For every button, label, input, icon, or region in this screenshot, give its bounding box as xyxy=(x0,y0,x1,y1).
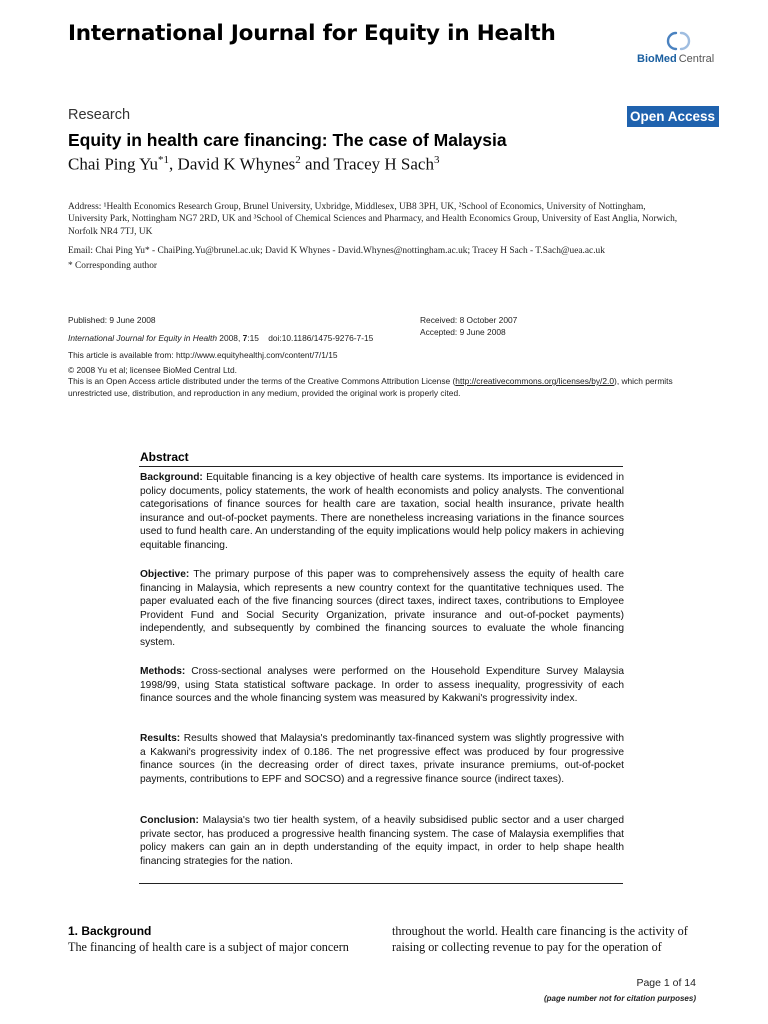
abstract-results: Results: Results showed that Malaysia's predominantly tax-financed system was slightly progressive with a Kakwani's progressivity index of 0.186. The net progressive effect was produced by four progressive finance sources (in the decreasing order of direct taxes, private insurance premiums, out-of-pocket payments, contributions to EPF and SOCSO) and a regressive finance source (indirect taxes). xyxy=(140,733,624,785)
author-emails[interactable]: Email: Chai Ping Yu* - ChaiPing.Yu@brunel.ac.uk; David K Whynes - David.Whynes@nottingham.ac.uk; Tracey H Sach - T.Sach@uea.ac.uk xyxy=(68,246,605,256)
open-access-badge: Open Access xyxy=(627,106,719,127)
page-number: Page 1 of 14 xyxy=(636,977,696,989)
abstract-top-rule xyxy=(139,466,623,467)
abstract-label: Conclusion: xyxy=(140,815,199,826)
abstract-objective: Objective: The primary purpose of this paper was to comprehensively assess the equity of health care financing in Malaysia, which represents a new country context for the quantitative techniques used. The paper evaluated each of the five financing sources (direct taxes, indirect taxes, contributions to Employee Provident Fund and Social Security Organization, private insurance and out-of-pocket payments) independently, and subsequently by combined the financing sources to evaluate the whole financing system. xyxy=(140,569,624,648)
article-url[interactable]: This article is available from: http://www.equityhealthj.com/content/7/1/15 xyxy=(68,350,338,360)
author-affiliation: 3 xyxy=(433,154,440,166)
accepted-date: Accepted: 9 June 2008 xyxy=(420,327,506,337)
section-heading-background: 1. Background xyxy=(68,924,152,938)
abstract-heading: Abstract xyxy=(140,450,189,464)
abstract-bottom-rule xyxy=(139,883,623,884)
abstract-label: Objective: xyxy=(140,569,190,580)
page-number-note: (page number not for citation purposes) xyxy=(543,994,696,1003)
abstract-background: Background: Equitable financing is a key objective of health care systems. Its importance is evidenced in policy documents, policy statements, the work of health economists and policy analysts. The conventional categorisations of finance sources for health care are taxation, social health insurance, private health insurance and out-of-pocket payments. There are nonetheless increasing variations in the finance sources used to fund health care. An understanding of the equity implications would help policy makers in achieving equitable financing. xyxy=(140,472,624,551)
logo-text: BioMed Central xyxy=(637,53,715,65)
author-name: David K Whynes xyxy=(177,154,296,174)
copyright-notice: © 2008 Yu et al; licensee BioMed Central Ltd. xyxy=(68,365,237,375)
author-affiliation: 2 xyxy=(295,154,301,166)
author-name: Tracey H Sach xyxy=(333,154,434,174)
abstract-conclusion: Conclusion: Malaysia's two tier health system, of a heavily subsidised public sector and a user charged private sector, has produced a progressive health financing system. The case of Malaysia exemplifies that policy makers can gain an in depth understanding of the equity impact, in order to help shape health financing strategies for the nation. xyxy=(140,815,624,867)
author-affiliation: *1 xyxy=(158,154,170,166)
body-column-left: The financing of health care is a subject of major concern xyxy=(68,940,349,954)
citation-journal: International Journal for Equity in Health xyxy=(68,333,217,343)
published-date: Published: 9 June 2008 xyxy=(68,315,156,325)
abstract-label: Background: xyxy=(140,472,203,483)
publisher-logo[interactable] xyxy=(636,30,736,70)
citation: International Journal for Equity in Health 2008, 7:15 doi:10.1186/1475-9276-7-15 xyxy=(68,333,374,343)
license-statement: This is an Open Access article distributed under the terms of the Creative Commons Attribution License (http://creativecommons.org/licenses/by/2.0), which permits unrestricted use, distribution, and reproduction in any medium, provided the original work is properly cited. xyxy=(68,376,673,398)
license-link[interactable]: http://creativecommons.org/licenses/by/2.0 xyxy=(455,376,615,386)
journal-title: International Journal for Equity in Health xyxy=(68,21,556,46)
abstract-methods: Methods: Cross-sectional analyses were performed on the Household Expenditure Survey Malaysia 1998/99, using Stata statistical software package. In order to assess inequality, progressivity of each finance sources and the whole financing system was measured by Kakwani's progressivity index. xyxy=(140,666,624,704)
section-label: Research xyxy=(68,107,131,123)
abstract-label: Methods: xyxy=(140,666,186,677)
received-date: Received: 8 October 2007 xyxy=(420,315,518,325)
author-name: Chai Ping Yu xyxy=(68,154,159,174)
author-address: Address: ¹Health Economics Research Group, Brunel University, Uxbridge, Middlesex, UB8 3PH, UK, ²School of Economics, University of Nottingham, University Park, Nottingham NG7 2RD, UK and ³School of Chemical Sciences and Pharmacy, and Health Economics Group, University of East Anglia, Norwich, Norfolk NR4 7TJ, UK xyxy=(68,202,678,237)
citation-volume: 7 xyxy=(242,333,248,343)
body-column-right: throughout the world. Health care financing is the activity of raising or collecting revenue to pay for the operation of xyxy=(392,924,688,954)
author-list: Chai Ping Yu$^{*1}$, David K Whynes$^2$ and Tracey H Sach$^3$ xyxy=(68,154,440,174)
citation-doi: :15 doi:10.1186/1475-9276-7-15 xyxy=(247,333,374,343)
biomed-central-logo-icon xyxy=(666,30,692,52)
abstract-label: Results: xyxy=(140,733,181,744)
paper-title: Equity in health care financing: The case of Malaysia xyxy=(68,130,507,150)
corresponding-author-note: * Corresponding author xyxy=(68,261,158,271)
